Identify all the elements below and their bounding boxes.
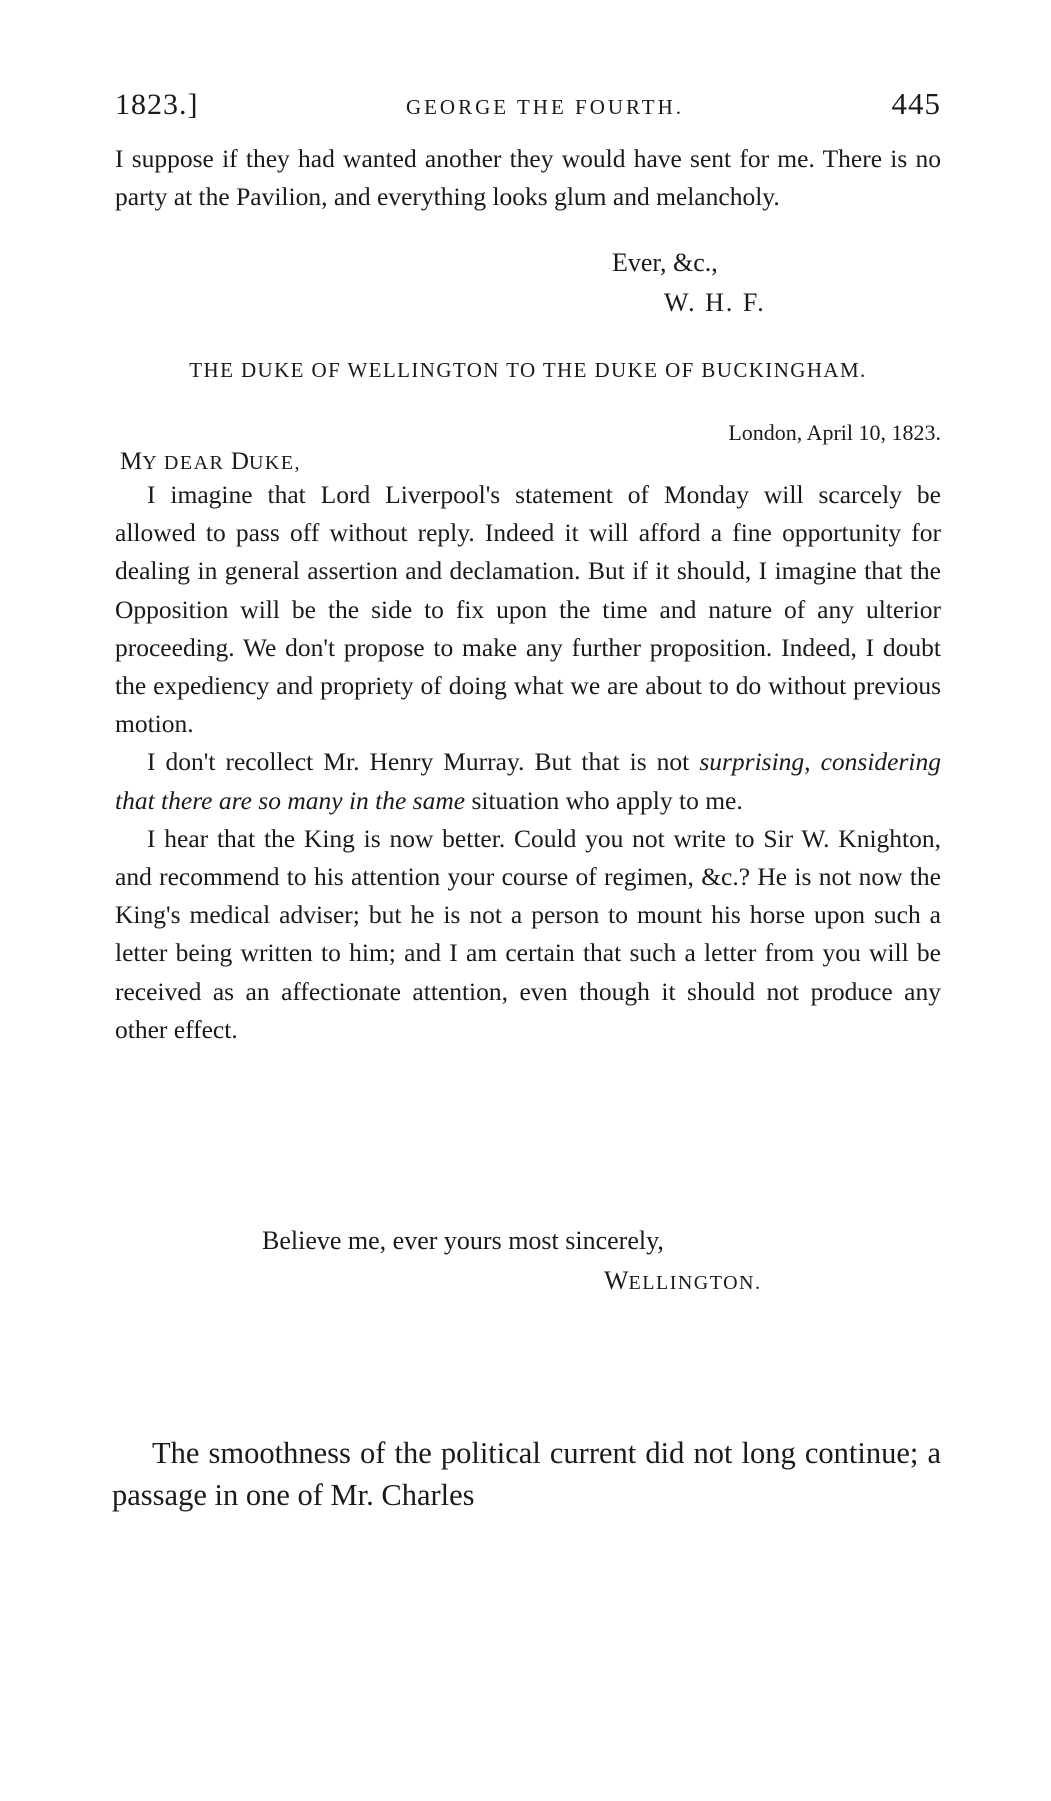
page-number: 445 bbox=[891, 86, 941, 121]
header-title: GEORGE THE FOURTH. bbox=[405, 95, 685, 119]
letter-paragraph-3: I hear that the King is now better. Could you not write to Sir W. Knighton, and recommend to his attention your course of regimen, &c.? He is not now the King's medical adviser; but he is not a person to mount his horse upon such a letter being written to him; and I am certain that such a letter from you will be received as an affectionate attention, even though it should not produce any other effect. bbox=[115, 823, 941, 1044]
letter-body bbox=[115, 476, 941, 1049]
running-header bbox=[115, 86, 941, 122]
letter-heading: THE DUKE OF WELLINGTON TO THE DUKE OF BUCKINGHAM. bbox=[189, 358, 867, 382]
previous-letter-signature: W. H. F. bbox=[664, 288, 766, 317]
letter-paragraph-1: I imagine that Lord Liverpool's statement of Monday will scarcely be allowed to pass off without reply. Indeed it will afford a fine opportunity for dealing in general assertion and declamation. But if it should, I imagine that the Opposition will be the side to fix upon the time and nature of any ulterior proceeding. We don't propose to make any further proposition. Indeed, I doubt the expediency and propriety of doing what we are about to do without previous motion. bbox=[115, 480, 941, 739]
paragraph-2-end: situation who apply to me. bbox=[465, 785, 743, 815]
previous-letter-closing: Ever, &c., bbox=[612, 248, 718, 277]
letter-salutation bbox=[120, 448, 301, 476]
previous-letter-text: I suppose if they had wanted another they would have sent for me. There is no party at the Pavilion, and everything looks glum and melancholy. bbox=[115, 144, 941, 212]
letter-dateline: London, April 10, 1823. bbox=[728, 420, 941, 445]
narrative-paragraph: The smoothness of the political current did not long continue; a passage in one of Mr. Charles bbox=[112, 1436, 941, 1512]
letter-paragraph-2 bbox=[115, 743, 941, 819]
salutation-initial-d: D bbox=[230, 448, 249, 475]
salutation-initial: M bbox=[120, 448, 143, 475]
salutation-smallcaps: Y DEAR bbox=[142, 452, 231, 474]
signature-initial: W bbox=[604, 1266, 629, 1295]
letter-closing: Believe me, ever yours most sincerely, bbox=[262, 1226, 664, 1255]
letter-signature bbox=[604, 1266, 762, 1296]
header-year: 1823.] bbox=[115, 88, 199, 121]
salutation-smallcaps-end: UKE, bbox=[248, 452, 302, 474]
paragraph-2-italic: surprising, considering that there are so many in the same bbox=[115, 747, 941, 815]
paragraph-2-start: I don't recollect Mr. Henry Murray. But that is not bbox=[147, 747, 700, 777]
narrative-text bbox=[112, 1432, 941, 1516]
signature-smallcaps: ELLINGTON. bbox=[628, 1272, 762, 1294]
previous-letter-ending bbox=[115, 140, 941, 216]
